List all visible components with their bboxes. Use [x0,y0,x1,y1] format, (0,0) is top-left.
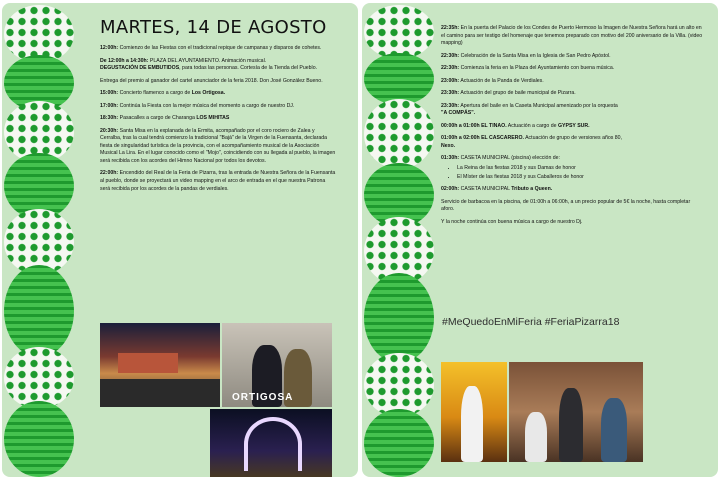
lantern-icon [4,265,74,357]
event-item: 20:30h: Santa Misa en la explanada de la Ermita, acompañado por el coro rociero de Zalea y Cerralba, tras la cual tendrá comienzo la tradicional "Bajá" de la Virgen de la Fuensanta, declarada fiesta de singularidad turística de la provincia, con el acompañamiento musical de la Asociación Musical La Lira. En el lugar conocido como el "Mojo", coincidiendo con su llegada al pueblo, la imagen será recibida con los acordes del Himno Nacional por todos los devotos. [100,127,336,164]
event-item: 22:30h: Comienza la feria en la Plaza del Ayuntamiento con buena música. [441,65,615,72]
photo-singers [222,323,332,407]
lantern-icon [364,53,434,105]
event-item: 23:30h: Apertura del baile en la Caseta Municipal amenizado por la orquesta "A COMPÁS". [441,102,618,117]
event-item: 23:30h: Actuación del grupo de baile municipal de Pizarra. [441,90,576,97]
event-item: 22:30h: Celebración de la Santa Misa en la Iglesia de San Pedro Apóstol. [441,52,611,59]
photo-collage-right [441,362,643,462]
lantern-decoration [362,3,438,477]
lantern-decoration [2,3,78,477]
lantern-icon [364,409,434,477]
lantern-icon [364,99,434,169]
event-item: 22:35h: En la puerta del Palacio de los Condes de Puerto Hermoso la Imagen de Nuestra Señora hará un alto en el camino para ser testigo del homenaje que tenemos preparado con motivo del 200 aniversario de la Villa. (video mapping) [441,25,703,47]
event-item: Entrega del premio al ganador del cartel anunciador de la feria 2018. Don José González Bueno. [100,77,323,84]
photo-band [509,362,643,462]
page-title: MARTES, 14 DE AGOSTO [100,17,327,38]
right-program [441,25,704,231]
photo-collage-left [100,323,332,477]
lantern-icon [4,347,74,409]
photo-queen-singer [441,362,507,462]
event-item: 17:00h: Continúa la Fiesta con la mejor música del momento a cargo de nuestro DJ. [100,102,295,109]
list-item: • La Reina de las fiestas 2018 y sus Damas de honor [457,165,704,173]
lantern-icon [364,273,434,363]
event-item: Servicio de barbacoa en la piscina, de 01:00h a 06:00h, a un precio popular de 5€ la noche, hasta completar aforo. [441,198,691,213]
election-list [449,165,704,182]
lantern-icon [4,401,74,477]
event-item: De 12:00h a 14:30h: PLAZA DEL AYUNTAMIENTO. Animación musical. DEGUSTACIÓN DE EMBUTIDOS, para todas las personas. Cortesía de la Tienda del Pueblo. [100,57,318,72]
list-item: • El Míster de las fiestas 2018 y sus Caballeros de honor [457,174,704,182]
event-item: Y la noche continúa con buena música a cargo de nuestro Dj. [441,218,583,225]
event-item: 18:30h: Pasacalles a cargo de Charanga LOS MIHITAS [100,115,230,122]
hashtags: #MeQuedoEnMiFeria #FeriaPizarra18 [442,316,620,328]
lantern-icon [364,5,434,59]
event-item: 12:00h: Comienzo de las Fiestas con el tradicional repique de campanas y disparos de cohetes. [100,45,322,52]
event-item: 23:00h: Actuación de la Panda de Verdiales. [441,77,544,84]
photo-night-street [100,323,220,407]
left-program [100,15,336,198]
event-item: 02:00h: CASETA MUNICIPAL Tributo a Queen. [441,185,553,192]
photo-arch-lights [210,409,332,477]
event-item: 01:30h: CASETA MUNICIPAL (piscina) elección de: [441,155,560,162]
photo-caption: ORTIGOSA [232,392,294,403]
event-item: 15:00h: Concierto flamenco a cargo de Los Ortigosa. [100,90,226,97]
event-item: 01:00h a 02:00h EL CASCARERO. Actuación de grupo de versiones años 80, Nexo. [441,135,622,149]
event-item: 22:00h: Encendido del Real de la Feria de Pizarra, tras la entrada de Nuestra Señora de la Fuensanta al pueblo, donde se proyectará un video mapping en el arco de entrada en el que nuestra Patrona será recibida por los acordes de la pandas de verdiales. [100,170,336,192]
event-item: 00:00h a 01:00h EL TINAO. Actuación a cargo de GYPSY SUR. [441,122,590,129]
lantern-icon [364,353,434,417]
program-page-left [2,3,358,477]
